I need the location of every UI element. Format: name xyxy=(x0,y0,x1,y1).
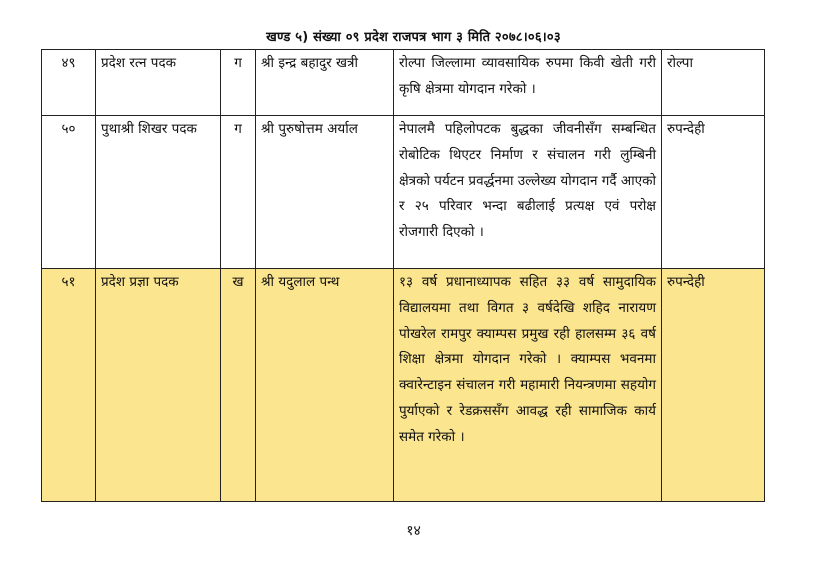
row-number: ५० xyxy=(42,116,96,269)
table-row xyxy=(42,116,765,269)
award-grade: ग xyxy=(221,116,256,269)
award-reason: १३ वर्ष प्रधानाध्यापक सहित ३३ वर्ष सामुदायिक विद्यालयमा तथा विगत ३ वर्षदेखि शहिद नारायण पोखरेल रामपुर क्याम्पस प्रमुख रही हालसम्म ३६ वर्ष शिक्षा क्षेत्रमा योगदान गरेको । क्याम्पस भवनमा क्वारेन्टाइन संचालन गरी महामारी नियन्त्रणमा सहयोग पुर्याएको र रेडक्रससँग आवद्ध रही सामाजिक कार्य समेत गरेको । xyxy=(394,269,662,502)
gazette-header: खण्ड ५) संख्या ०९ प्रदेश राजपत्र भाग ३ मिति २०७८।०६।०३ xyxy=(266,30,561,45)
award-grade: ख xyxy=(221,269,256,502)
district: रुपन्देही xyxy=(662,269,765,502)
recipient-name: श्री पुरुषोत्तम अर्याल xyxy=(256,116,394,269)
page-number: १४ xyxy=(406,523,421,539)
award-name: पुथाश्री शिखर पदक xyxy=(96,116,221,269)
award-name: प्रदेश प्रज्ञा पदक xyxy=(96,269,221,502)
recipient-name: श्री यदुलाल पन्थ xyxy=(256,269,394,502)
table-row-highlighted xyxy=(42,269,765,502)
award-reason: रोल्पा जिल्लामा व्यावसायिक रुपमा किवी खेती गरी कृषि क्षेत्रमा योगदान गरेको । xyxy=(394,50,662,116)
row-number: ५१ xyxy=(42,269,96,502)
award-name: प्रदेश रत्न पदक xyxy=(96,50,221,116)
district: रोल्पा xyxy=(662,50,765,116)
row-number: ४९ xyxy=(42,50,96,116)
award-reason: नेपालमै पहिलोपटक बुद्धका जीवनीसँग सम्बन्धित रोबोटिक थिएटर निर्माण र संचालन गरी लुम्बिनी क्षेत्रको पर्यटन प्रवर्द्धनमा उल्लेख्य योगदान गर्दै आएको र २५ परिवार भन्दा बढीलाई प्रत्यक्ष एवं परोक्ष रोजगारी दिएको । xyxy=(394,116,662,269)
recipient-name: श्री इन्द्र बहादुर खत्री xyxy=(256,50,394,116)
table-row xyxy=(42,50,765,116)
award-grade: ग xyxy=(221,50,256,116)
district: रुपन्देही xyxy=(662,116,765,269)
awards-table xyxy=(41,49,765,502)
